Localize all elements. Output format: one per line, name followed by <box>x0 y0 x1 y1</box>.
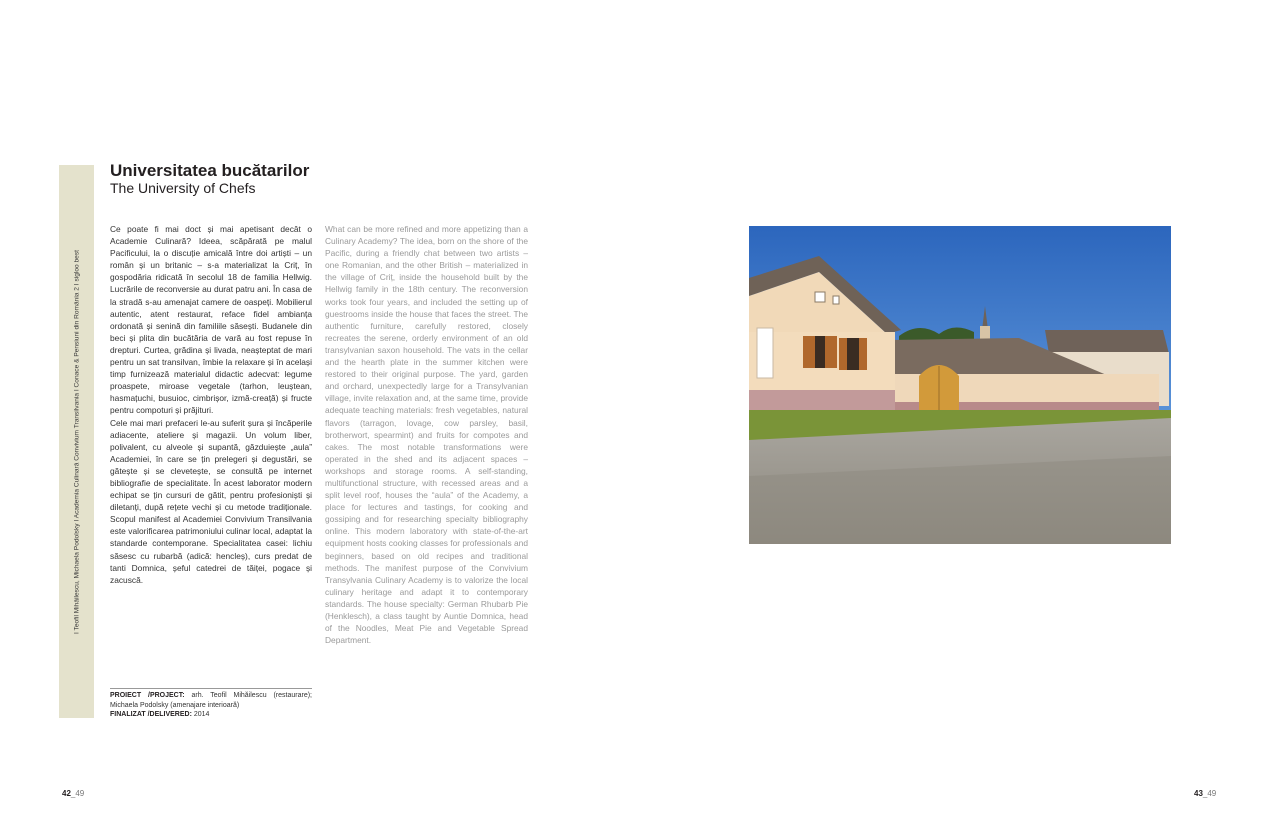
gable-window-2 <box>833 296 839 304</box>
page-number-left-main: 42 <box>62 789 71 798</box>
window-glass <box>847 338 859 370</box>
page-number-right <box>1194 789 1216 798</box>
house-photo-illustration <box>749 226 1171 544</box>
page-number-right-suffix: _49 <box>1202 789 1217 798</box>
body-en-paragraph: What can be more refined and more appetizing than a Culinary Academy? The idea, born on the shore of the Pacific, during a friendly chat between two artists – one Romanian, and the other British – materialized in the village of Criț, inside the household built by the Hellwig family in the 18th century. The reconversion works took four years, and included the setting up of guestrooms inside the house that faces the street. The authentic furniture, carefully restored, closely recreates the serene, orderly environment of an old transylvanian saxon household. The vats in the cellar and the hearth plate in the summer kitchen were restored to their original purpose. The yard, garden and orchard, unexpectedly large for a Transylvanian village, invite relaxation and, at the same time, provide adequate teaching materials: fresh vegetables, natural flavors (tarragon, lovage, cow parsley, basil, brotherwort, spearmint) and fruits for compotes and cakes. The most notable transformations were operated in the shed and its adjacent spaces – workshops and storage rooms. A self-standing, multifunctional structure, with recessed areas and a split level roof, houses the “aula” of the Academy, a place for lectures and tastings, for cooking and gossiping and for researching specialty bibliography online. This modern laboratory with state-of-the-art equipment hosts cooking classes for professionals and beginners, based on old recipes and traditional methods. The manifest purpose of the Convivium Transylvania Culinary Academy is to valorize the local culinary heritage and adapt it to contemporary standards. The house specialty: German Rhubarb Pie (Henklesch), a class taught by Auntie Domnica, head of the Noodles, Meat Pie and Vegetable Spread Department. <box>325 224 528 646</box>
page-number-left-suffix: _49 <box>70 789 85 798</box>
window-shutter <box>803 336 815 368</box>
window-glass <box>815 336 825 368</box>
credits-project-value: arh. Teofil Mihăilescu (restaurare); Michaela Podolsky (amenajare interioară) <box>110 692 312 709</box>
body-english <box>325 223 528 646</box>
body-ro-paragraph: Cele mai mari prefaceri le-au suferit șura și încăperile adiacente, ateliere și magazii. Un volum liber, polivalent, cu alveole și supantă, găzduiește „aula” Academiei, în care se țin prelegeri și degustări, se gătește și se clevetește, se consultă pe internet bibliografie de specialitate. În acest laborator modern echipat se țin cursuri de gătit, pentru profesioniști și diletanți, după rețete vechi și cu metode tradiționale. Scopul manifest al Academiei Convivium Transilvania este valorificarea patrimoniului culinar local, adaptat la standarde contemporane. Specialitatea casei: lichiu săsesc cu rubarbă (adică: hencleș), curs predat de tanti Domnica, șeful catedrei de tăiței, pogace și zacuscă. <box>110 417 312 585</box>
window-shutter <box>839 338 847 370</box>
sidebar-caption <box>59 165 94 718</box>
page-number-right-main: 43 <box>1194 789 1203 798</box>
credits-delivered-line <box>110 710 312 720</box>
body-ro-paragraph: Ce poate fi mai doct și mai apetisant decât o Academie Culinară? Ideea, scăpărată pe malul Pacificului, la o discuție amicală între doi artiști – un român și un britanic – s-a materializat la Criț, în gospodăria ridicată în secolul 18 de familia Hellwig. Lucrările de reconversie au durat patru ani. În casa de la stradă s-au amenajat camere de oaspeți. Mobilierul autentic, atent restaurat, reface fidel ambianța ordonată și senină din familiile săsești. Budanele din beci și plita din bucătăria de vară au fost repuse în drepturi. Curtea, grădina și livada, neașteptat de mari pentru un sat transilvan, îmbie la relaxare și în același timp furnizează materialul didactic adecvat: legume proaspete, miroase vegetale (tarhon, leuștean, hasmațuchi, busuioc, cimbrișor, izmă-creață) și fructe pentru compoturi și prăjituri. <box>110 224 312 416</box>
roof-right-house <box>1045 330 1169 354</box>
title-english: The University of Chefs <box>110 180 256 196</box>
side-window <box>757 328 773 378</box>
page-number-left <box>62 789 84 798</box>
body-romanian <box>110 223 312 586</box>
credits-delivered-value: 2014 <box>193 711 210 719</box>
house-photo <box>749 226 1171 544</box>
sidebar-caption-text: I Teofil Mihăilescu, Michaela Podolsky I Academia Culinară Convivium Transilvania I Conace & Pensiuni din România 2 I sigloo best <box>73 249 80 634</box>
title-romanian: Universitatea bucătarilor <box>110 161 310 180</box>
window-shutter <box>825 336 837 368</box>
credits-project-line <box>110 691 312 710</box>
main-house-plinth <box>749 390 895 412</box>
gable-window <box>815 292 825 302</box>
project-credits <box>110 688 312 720</box>
credits-project-label: PROIECT /PROJECT: <box>110 692 185 699</box>
credits-delivered-label: FINALIZAT /DELIVERED: <box>110 711 192 719</box>
window-shutter <box>859 338 867 370</box>
